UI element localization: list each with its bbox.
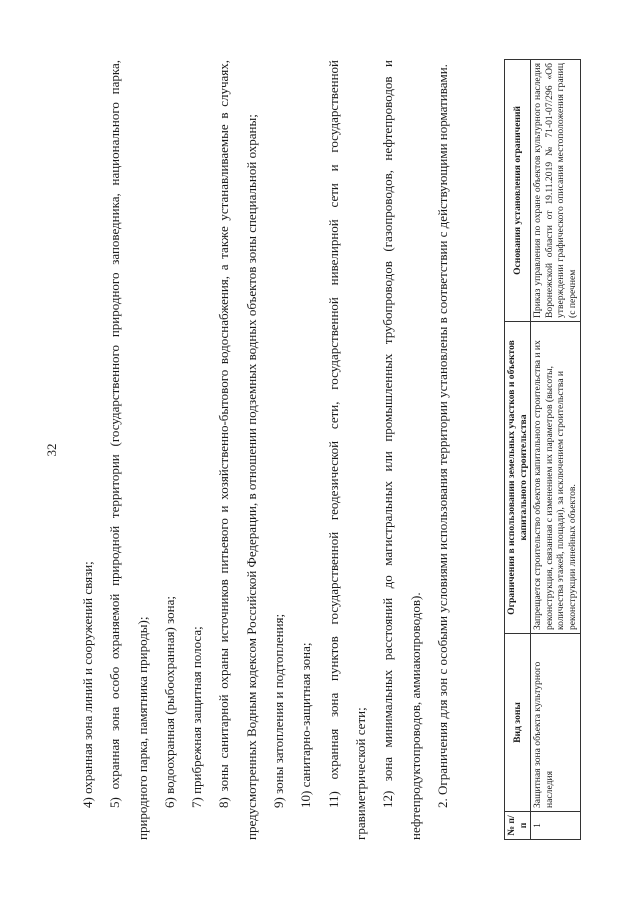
paragraph: 6) водоохранная (рыбоохранная) зона;	[161, 596, 177, 808]
page-number: 32	[44, 443, 59, 457]
table-row	[531, 60, 580, 840]
cell-num: 1	[531, 812, 580, 840]
paragraph: 2. Ограничения для зон с особыми условиями использования территории установлены в соответствии с действующими нормативами.	[434, 64, 450, 808]
header-num: № п/п	[505, 812, 531, 840]
paragraph: 4) охранная зона линий и сооружений связи;	[80, 561, 95, 808]
cell-zone: Защитная зона объекта культурного наследия	[531, 634, 580, 812]
header-limits: Ограничения в использовании земельных участков и объектов капитального строительства	[505, 322, 531, 634]
paragraph: 9) зоны затопления и подтопления;	[271, 613, 287, 808]
paragraph: 8) зоны санитарной охраны источников питьевого и хозяйственно-бытового водоснабжения, а также устанавливаемые в случаях, предусмотренных Водным кодексом Российской Федерации, в отношении подземных водных объектов зоны специальной охраны;	[216, 60, 259, 840]
restrictions-table	[504, 59, 581, 840]
paragraph: 10) санитарно-защитная зона;	[298, 642, 314, 808]
paragraph: 11) охранная зона пунктов государственной геодезической сети, государственной нивелирной сети и государственной гравиметрической сети;	[325, 60, 368, 840]
rotated-page	[44, 60, 624, 840]
paragraph: 7) прибрежная защитная полоса;	[189, 626, 205, 808]
header-basis: Основания установления ограничений	[505, 60, 531, 322]
paragraph: 12) зона минимальных расстояний до магистральных или промышленных трубопроводов (газопроводов, нефтепроводов и нефтепродуктопроводов, аммиакопроводов).	[380, 60, 423, 840]
paragraph: 5) охранная зона особо охраняемой природной территории (государственного природного заповедника, национального парка, природного парка, памятника природы);	[107, 60, 150, 840]
cell-basis: Приказ управления по охране объектов культурного наследия Воронежской области от 19.11.2019 № 71-01-07/296 «Об утверждении графического описания местоположения границ (с перечнем	[531, 60, 580, 322]
cell-limits: Запрещается строительство объектов капитального строительства и их реконструкция, связанная с изменением их параметров (высоты, количества этажей, площади), за исключением строительства и реконструкции линейных объектов.	[531, 322, 580, 634]
body-text	[74, 60, 456, 840]
table-header-row	[505, 60, 531, 840]
header-zone: Вид зоны	[505, 634, 531, 812]
